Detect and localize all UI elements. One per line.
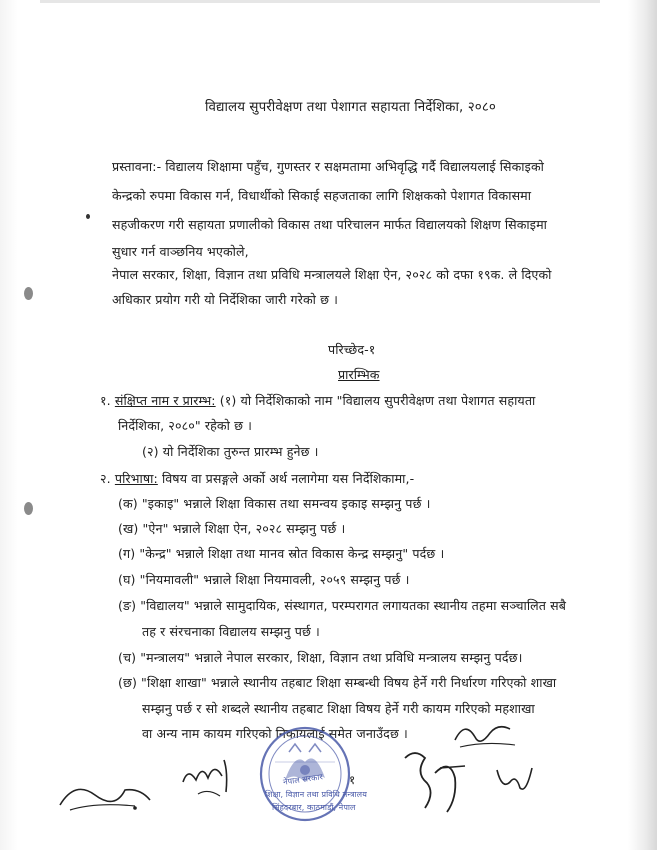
definition-chha-line-3: वा अन्य नाम कायम गरिएको निकायलाई समेत जनाउँदछ । [142, 726, 408, 741]
authority-line-1: नेपाल सरकार, शिक्षा, विज्ञान तथा प्रविधि मन्त्रालयले शिक्षा ऐन, २०२८ को दफा १९क. ले दिएको [112, 267, 552, 282]
seal-text-bottom: सिंहदरबार, काठमाडौं, नेपाल [272, 803, 356, 812]
definition-chha-line-1: (छ) "शिक्षा शाखा" भन्नाले स्थानीय तहबाट शिक्षा सम्बन्धी विषय हेर्ने गरी निर्धारण गरिएको शाखा [118, 675, 557, 690]
signature-1 [55, 770, 155, 820]
definition-nga-line-1: (ङ) "विद्यालय" भन्नाले सामुदायिक, संस्थागत, परम्परागत लगायतका स्थानीय तहमा सञ्चालित सबै [118, 598, 567, 613]
section-2-heading: परिभाषा: [114, 471, 158, 486]
document-title: विद्यालय सुपरीवेक्षण तथा पेशागत सहायता निर्देशिका, २०८० [205, 100, 496, 115]
preamble-label: प्रस्तावना:- [112, 159, 162, 174]
definition-kha: (ख) "ऐन" भन्नाले शिक्षा ऐन, २०२८ सम्झनु पर्छ । [118, 521, 346, 536]
section-1-sub-2: (२) यो निर्देशिका तुरुन्त प्रारम्भ हुनेछ । [142, 444, 319, 459]
section-1-line-2: निर्देशिका, २०८०" रहेको छ । [118, 418, 252, 433]
definition-gha: (घ) "नियमावली" भन्नाले शिक्षा नियमावली, २०५९ सम्झनु पर्छ । [118, 572, 410, 587]
section-2-intro [100, 470, 414, 488]
punch-hole-mark [24, 287, 33, 300]
definition-chha-line-2: सम्झनु पर्छ र सो शब्दले स्थानीय तहबाट शिक्षा विषय हेर्ने गरी कायम गरिएको महशाखा [142, 701, 535, 716]
section-1-heading: संक्षिप्त नाम र प्रारम्भ: [114, 393, 216, 408]
section-2-number: २. [100, 471, 111, 486]
preamble-line-2: केन्द्रको रुपमा विकास गर्न, विधार्थीको सिकाई सहजताका लागि शिक्षकको पेशागत विकासमा [112, 188, 532, 203]
signature-2 [178, 752, 248, 802]
scan-edge [40, 0, 600, 3]
section-1-line-1 [100, 392, 535, 410]
preamble-text: विद्यालय शिक्षामा पहुँच, गुणस्तर र सक्षमतामा अभिवृद्धि गर्दै विद्यालयलाई सिकाइको [165, 159, 544, 174]
seal-text-top: नेपाल सरकार [282, 772, 324, 787]
punch-hole-mark [24, 502, 33, 515]
definition-ka: (क) "इकाइ" भन्नाले शिक्षा विकास तथा समन्वय इकाइ सम्झनु पर्छ । [118, 496, 431, 511]
signature-4 [450, 715, 520, 755]
stray-ink-mark [86, 214, 90, 219]
definition-ga: (ग) "केन्द्र" भन्नाले शिक्षा तथा मानव स्रोत विकास केन्द्र सम्झनु" पर्दछ । [118, 546, 445, 561]
page-number: १ [349, 773, 356, 787]
definition-cha: (च) "मन्त्रालय" भन्नाले नेपाल सरकार, शिक्षा, विज्ञान तथा प्रविधि मन्त्रालय सम्झनु पर्दछ। [118, 650, 523, 665]
preamble-line-1 [112, 158, 544, 176]
authority-line-2: अधिकार प्रयोग गरी यो निर्देशिका जारी गरेको छ । [112, 292, 339, 307]
signature-5 [492, 760, 542, 800]
definition-nga-line-2: तह र संरचनाका विद्यालय सम्झनु पर्छ । [142, 624, 320, 639]
section-1-number: १. [100, 393, 111, 408]
chapter-number: परिच्छेद-१ [328, 342, 376, 357]
section-1-text: (१) यो निर्देशिकाको नाम "विद्यालय सुपरीवेक्षण तथा पेशागत सहायता [215, 393, 536, 408]
chapter-name: प्रारम्भिक [338, 367, 380, 382]
section-2-text: विषय वा प्रसङ्गले अर्को अर्थ नलागेमा यस निर्देशिकामा,- [157, 471, 415, 486]
seal-text-middle: शिक्षा, विज्ञान तथा प्रविधि मन्त्रालय [265, 790, 367, 799]
preamble-line-4: सुधार गर्न वाञ्छनिय भएकोले, [112, 244, 249, 259]
preamble-line-3: सहजीकरण गरी सहायता प्रणालीको विकास तथा परिचालन मार्फत विद्यालयको शिक्षण सिकाइमा [112, 217, 547, 232]
